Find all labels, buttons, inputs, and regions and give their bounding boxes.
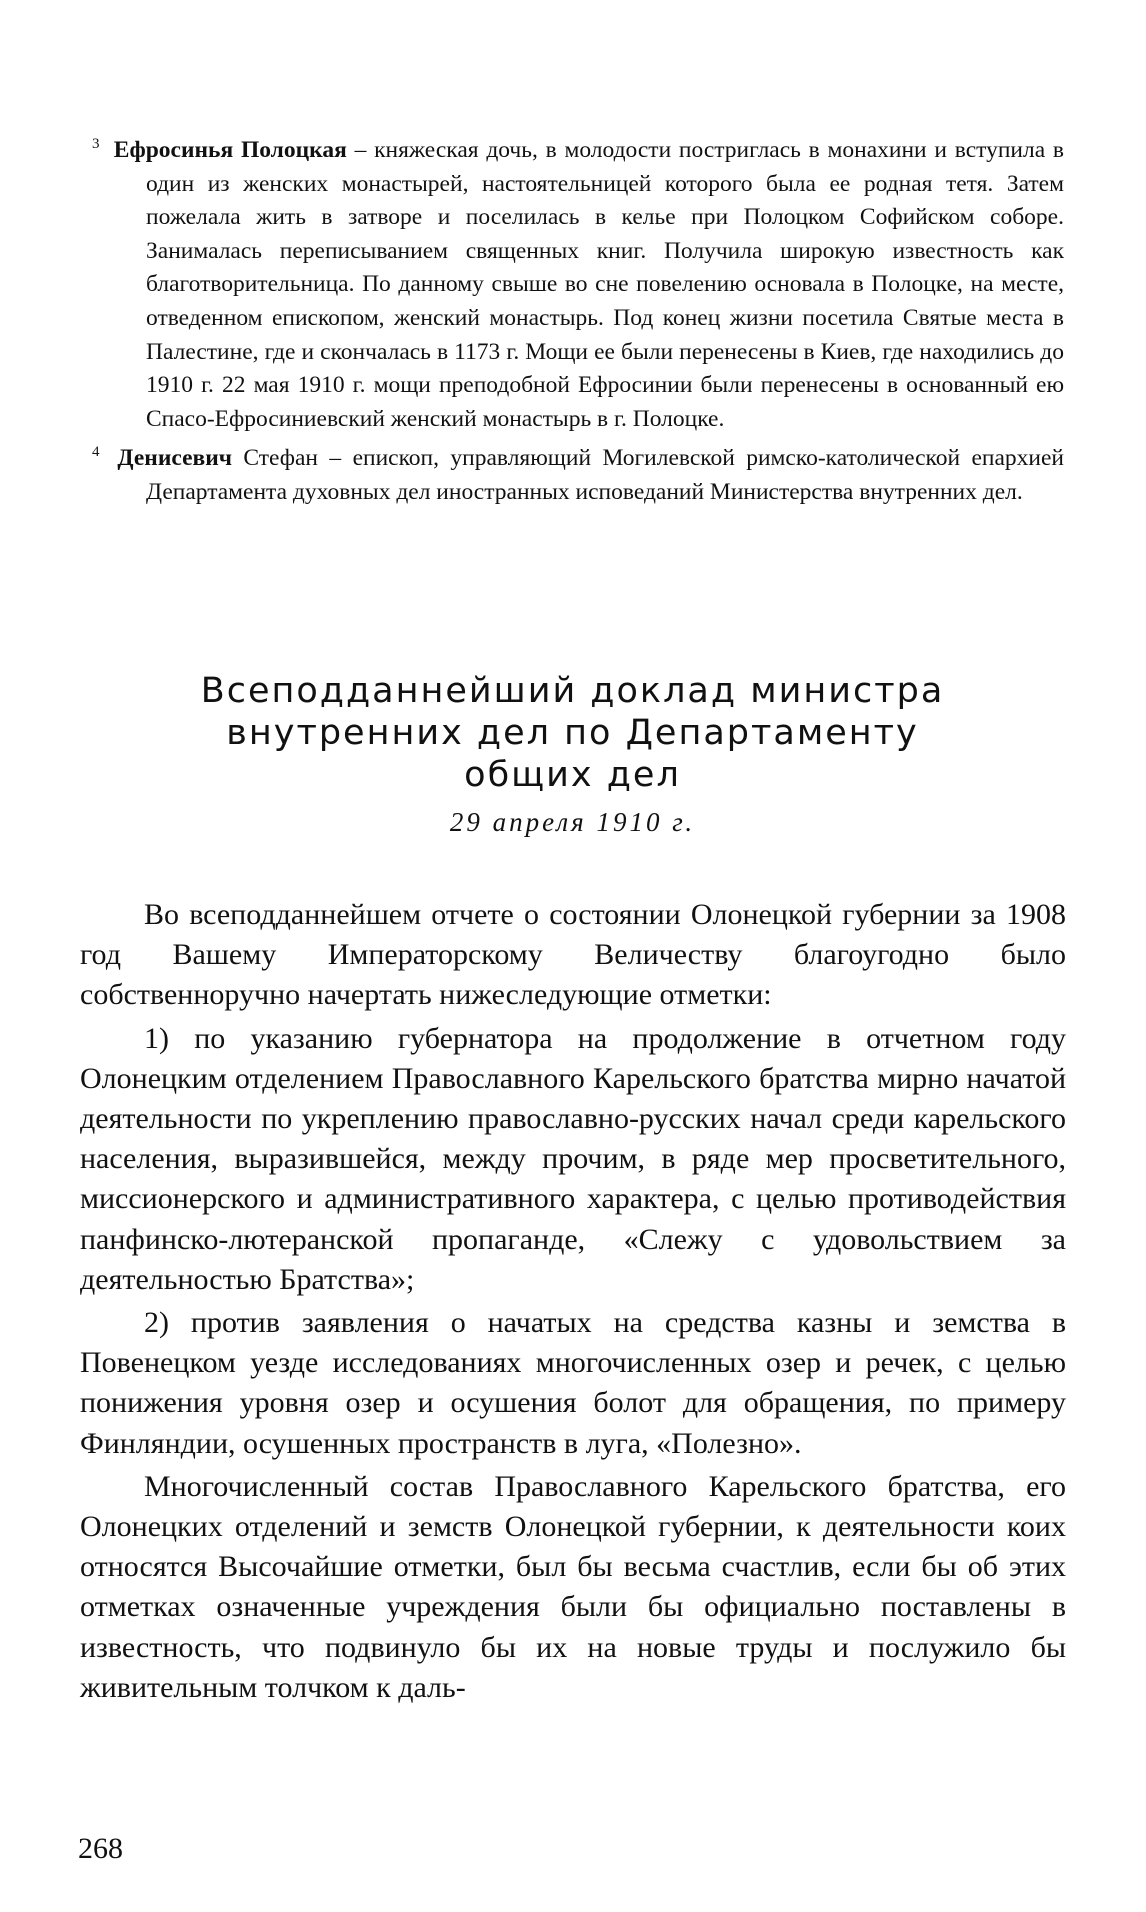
footnote-4 (92, 436, 1064, 509)
title-line: Всеподданнейший доклад министра (200, 671, 945, 711)
page-number: 268 (78, 1832, 123, 1865)
document-title (120, 670, 1025, 796)
footnotes-section (92, 128, 1064, 510)
footnote-text: Стефан – епископ, управляющий Могилевской римско-католической епархией Департамента духовных дел иностранных исповеданий Министерства внутренних дел. (146, 445, 1064, 505)
footnote-3 (92, 128, 1064, 436)
footnote-name: Денисевич (117, 445, 233, 472)
paragraph: 2) против заявления о начатых на средства казны и земства в Повенецком уезде исследованиях многочисленных озер и речек, с целью понижения уровня озер и осушения болот для обращения, по примеру Финляндии, осушенных пространств в луга, «Полезно». (80, 1306, 1066, 1460)
body-text (80, 895, 1066, 1708)
title-line: внутренних дел по Департаменту (226, 713, 919, 753)
footnote-name: Ефросинья Полоцкая (113, 137, 347, 163)
paragraph: 1) по указанию губернатора на продолжение в отчетном году Олонецким отделением Православного Карельского братства мирно начатой деятельности по укреплению православно-русских начал среди карельского населения, выразившейся, между прочим, в ряде мер просветительного, миссионерского и административного характера, с целью противодействия панфинско-лютеранской пропаганде, «Слежу с удовольствием за деятельностью Братства»; (80, 1021, 1066, 1296)
title-line: общих дел (464, 755, 681, 795)
paragraph: Многочисленный состав Православного Карельского братства, его Олонецких отделений и земств Олонецкой губернии, к деятельности коих относятся Высочайшие отметки, был бы весьма счастлив, если бы об этих отметках означенные учреждения были бы официально поставлены в известность, что подвинуло бы их на новые труды и послужило бы живительным толчком к даль- (80, 1469, 1066, 1704)
document-date: 29 апреля 1910 г. (449, 807, 696, 837)
paragraph: Во всеподданнейшем отчете о состоянии Олонецкой губернии за 1908 год Вашему Императорскому Величеству благоугодно было собственноручно начертать нижеследующие отметки: (80, 898, 1066, 1012)
footnote-number: 3 (92, 136, 100, 152)
footnote-number: 4 (92, 444, 100, 461)
footnote-text: – княжеская дочь, в молодости постриглась в монахини и вступила в один из женских монастырей, настоятельницей которого была ее родная тетя. Затем пожелала жить в затворе и поселилась в келье при Полоцком Софийском соборе. Занималась переписыванием священных книг. Получила широкую известность как благотворительница. По данному свыше во сне повелению основала в Полоцке, на месте, отведенном епископом, женский монастырь. Под конец жизни посетила Святые места в Палестине, где и скончалась в 1173 г. Мощи ее были перенесены в Киев, где находились до 1910 г. 22 мая 1910 г. мощи преподобной Ефросинии были перенесены в основанный ею Спасо-Ефросиниевский женский монастырь в г. Полоцке. (146, 137, 1065, 432)
